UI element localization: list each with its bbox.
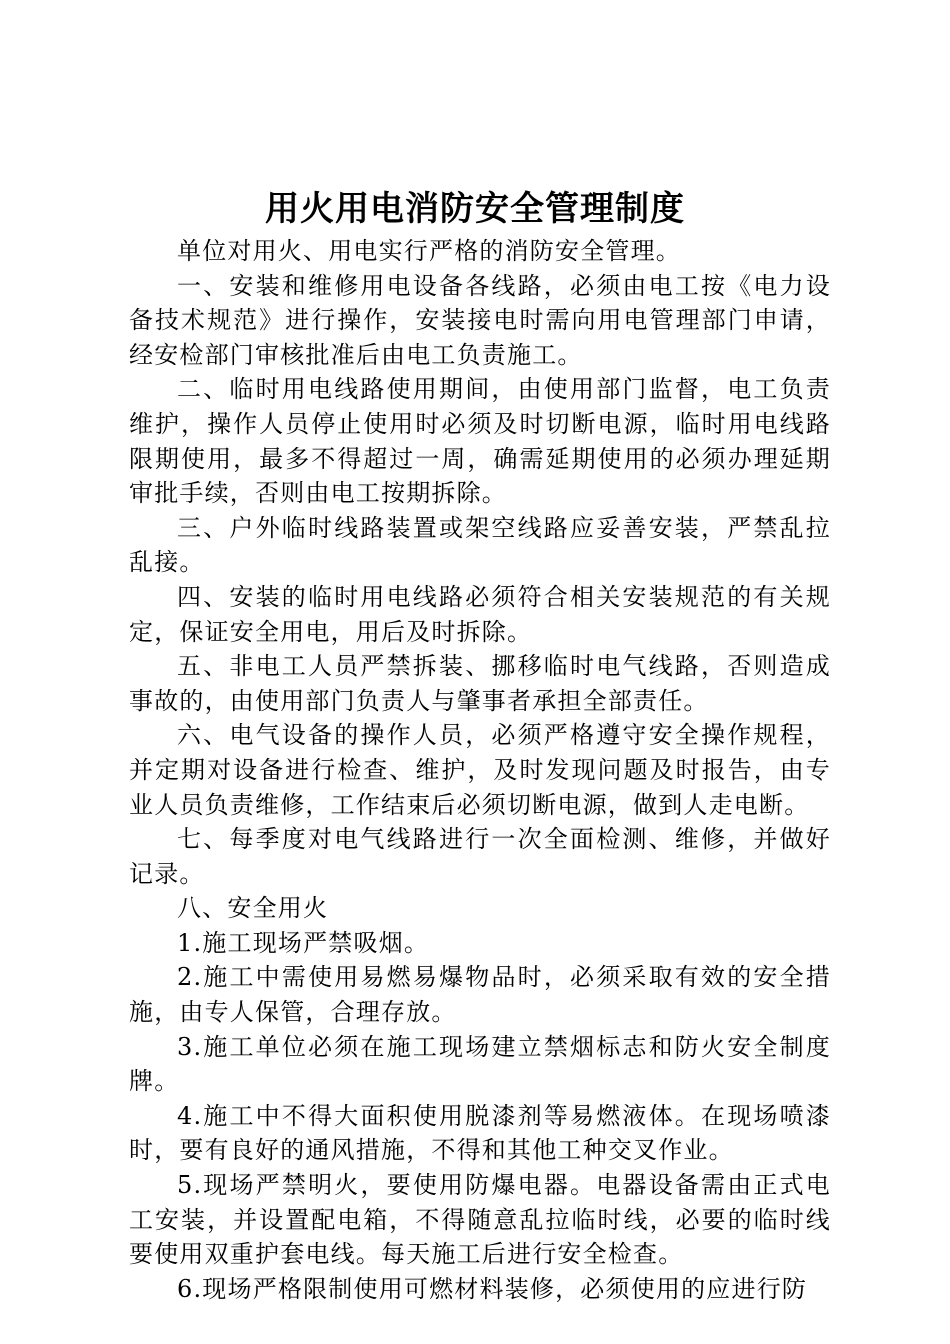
paragraph-rule-3: 三、户外临时线路装置或架空线路应妥善安装，严禁乱拉乱接。 <box>129 513 831 577</box>
section-heading-fire-safety: 八、安全用火 <box>177 894 329 923</box>
paragraph-fire-item-6: 6.现场严格限制使用可燃材料装修，必须使用的应进行防 <box>177 1274 808 1303</box>
paragraph-fire-item-4: 4.施工中不得大面积使用脱漆剂等易燃液体。在现场喷漆时，要有良好的通风措施，不得和其他工种交叉作业。 <box>129 1101 831 1165</box>
paragraph-fire-item-3: 3.施工单位必须在施工现场建立禁烟标志和防火安全制度牌。 <box>129 1032 831 1096</box>
paragraph-fire-item-5: 5.现场严禁明火，要使用防爆电器。电器设备需由正式电工安装，并设置配电箱，不得随意乱拉临时线，必要的临时线要使用双重护套电线。每天施工后进行安全检查。 <box>129 1171 831 1269</box>
paragraph-intro: 单位对用火、用电实行严格的消防安全管理。 <box>177 237 681 265</box>
paragraph-rule-1: 一、安装和维修用电设备各线路，必须由电工按《电力设备技术规范》进行操作，安装接电时需向用电管理部门申请，经安检部门审核批准后由电工负责施工。 <box>129 271 831 369</box>
paragraph-rule-6: 六、电气设备的操作人员，必须严格遵守安全操作规程，并定期对设备进行检查、维护，及时发现问题及时报告，由专业人员负责维修，工作结束后必须切断电源，做到人走电断。 <box>129 721 831 819</box>
paragraph-fire-item-2: 2.施工中需使用易燃易爆物品时，必须采取有效的安全措施，由专人保管，合理存放。 <box>129 963 831 1027</box>
paragraph-rule-4: 四、安装的临时用电线路必须符合相关安装规范的有关规定，保证安全用电，用后及时拆除。 <box>129 582 831 646</box>
paragraph-fire-item-1: 1.施工现场严禁吸烟。 <box>177 928 430 957</box>
paragraph-rule-7: 七、每季度对电气线路进行一次全面检测、维修，并做好记录。 <box>129 825 831 888</box>
document-body <box>129 234 831 1306</box>
paragraph-rule-5: 五、非电工人员严禁拆装、挪移临时电气线路，否则造成事故的，由使用部门负责人与肇事者承担全部责任。 <box>129 652 831 715</box>
paragraph-rule-2: 二、临时用电线路使用期间，由使用部门监督，电工负责维护，操作人员停止使用时必须及时切断电源，临时用电线路限期使用，最多不得超过一周，确需延期使用的必须办理延期审批手续，否则由电工按期拆除。 <box>129 375 831 508</box>
document-title: 用火用电消防安全管理制度 <box>265 189 685 229</box>
